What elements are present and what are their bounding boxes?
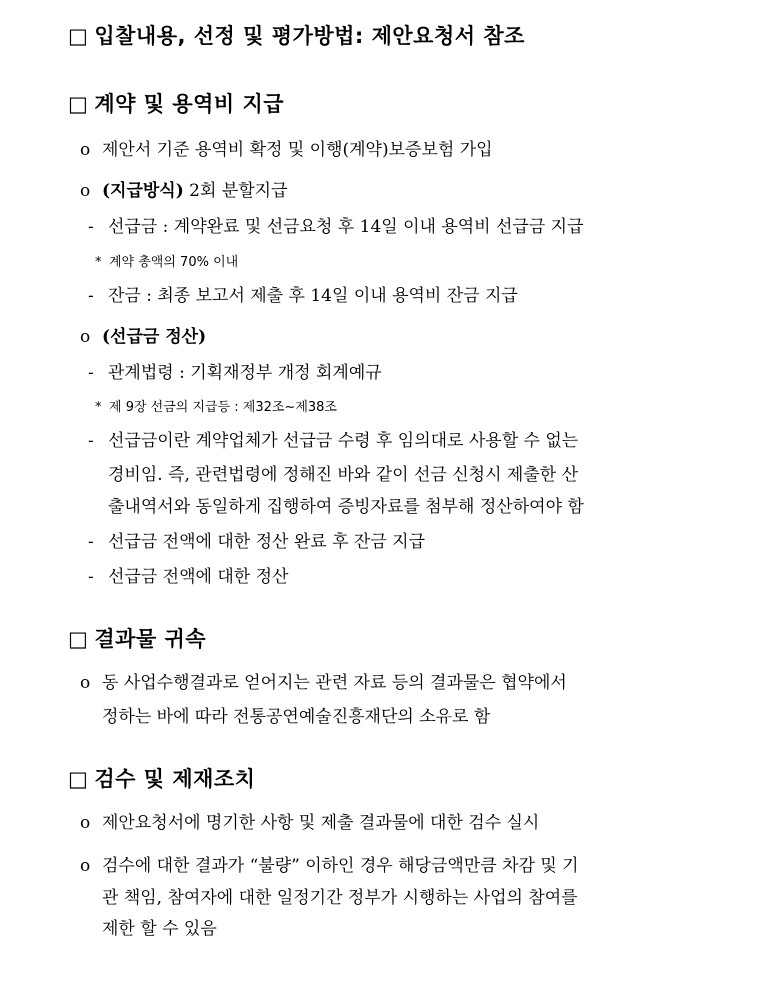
section-heading-text: 검수 및 제재조치 <box>94 767 256 791</box>
sub-item <box>88 212 584 237</box>
sub-item-text: 선급금이란 계약업체가 선급금 수령 후 임의대로 사용할 수 없는 <box>108 431 579 451</box>
sub-item-text: 선급금 전액에 대한 정산 <box>108 567 289 587</box>
list-item-text: 제안요청서에 명기한 사항 및 제출 결과물에 대한 검수 실시 <box>102 813 540 833</box>
list-item-label: (지급방식) <box>102 181 184 201</box>
bullet-circle-icon: o <box>80 673 91 693</box>
note-text: 제 9장 선금의 지급등 : 제32조~제38조 <box>109 400 337 415</box>
dash-icon: - <box>88 286 94 306</box>
list-item-text: 제안서 기준 용역비 확정 및 이행(계약)보증보험 가입 <box>102 140 493 160</box>
section-heading-inspection-sanctions <box>68 763 255 793</box>
section-heading-bid-content <box>68 20 525 50</box>
list-item-label: (선급금 정산) <box>102 327 207 347</box>
bullet-circle-icon: o <box>80 140 91 160</box>
sub-item <box>88 426 578 451</box>
list-item-text: 동 사업수행결과로 얻어지는 관련 자료 등의 결과물은 협약에서 <box>102 673 567 693</box>
note <box>95 396 337 415</box>
dash-icon: - <box>88 217 94 237</box>
section-heading-results-ownership <box>68 623 206 653</box>
asterisk-icon: * <box>95 400 102 415</box>
sub-item-continuation: 출내역서와 동일하게 집행하여 증빙자료를 첨부해 정산하여야 함 <box>108 497 584 517</box>
list-item-continuation: 제한 할 수 있음 <box>102 919 217 939</box>
note <box>95 251 238 270</box>
sub-item <box>88 562 288 587</box>
bullet-circle-icon: o <box>80 856 91 876</box>
dash-icon: - <box>88 363 94 383</box>
dash-icon: - <box>88 532 94 552</box>
sub-item <box>88 358 382 383</box>
sub-item-continuation: 경비임. 즉, 관련법령에 정해진 바와 같이 선금 신청시 제출한 산 <box>108 465 578 485</box>
list-item-continuation: 관 책임, 참여자에 대한 일정기간 정부가 시행하는 사업의 참여를 <box>102 888 578 908</box>
list-item <box>80 808 539 833</box>
sub-item-text: 관계법령 : 기획재정부 개정 회계예규 <box>108 363 382 383</box>
section-heading-contract-payment <box>68 88 284 118</box>
sub-item-text: 잔금 : 최종 보고서 제출 후 14일 이내 용역비 잔금 지급 <box>108 286 518 306</box>
checkbox-square-icon: □ <box>68 767 89 791</box>
list-item <box>80 851 579 876</box>
checkbox-square-icon: □ <box>68 92 89 116</box>
list-item <box>80 135 493 160</box>
sub-item <box>88 527 425 552</box>
dash-icon: - <box>88 431 94 451</box>
note-text: 계약 총액의 70% 이내 <box>109 255 239 270</box>
checkbox-square-icon: □ <box>68 24 89 48</box>
list-item-text: 2회 분할지급 <box>183 181 288 201</box>
list-item <box>80 322 206 347</box>
dash-icon: - <box>88 567 94 587</box>
list-item <box>80 668 567 693</box>
bullet-circle-icon: o <box>80 327 91 347</box>
sub-item-text: 선급금 : 계약완료 및 선금요청 후 14일 이내 용역비 선급금 지급 <box>108 217 584 237</box>
sub-item-text: 선급금 전액에 대한 정산 완료 후 잔금 지급 <box>108 532 426 552</box>
section-heading-text: 계약 및 용역비 지급 <box>94 92 285 116</box>
list-item-text: 검수에 대한 결과가 “불량” 이하인 경우 해당금액만큼 차감 및 기 <box>102 856 579 876</box>
list-item <box>80 176 288 201</box>
checkbox-square-icon: □ <box>68 627 89 651</box>
asterisk-icon: * <box>95 255 102 270</box>
bullet-circle-icon: o <box>80 813 91 833</box>
list-item-continuation: 정하는 바에 따라 전통공연예술진흥재단의 소유로 함 <box>102 707 491 727</box>
sub-item <box>88 281 518 306</box>
section-heading-text: 입찰내용, 선정 및 평가방법: 제안요청서 참조 <box>94 24 525 48</box>
bullet-circle-icon: o <box>80 181 91 201</box>
section-heading-text: 결과물 귀속 <box>94 627 207 651</box>
